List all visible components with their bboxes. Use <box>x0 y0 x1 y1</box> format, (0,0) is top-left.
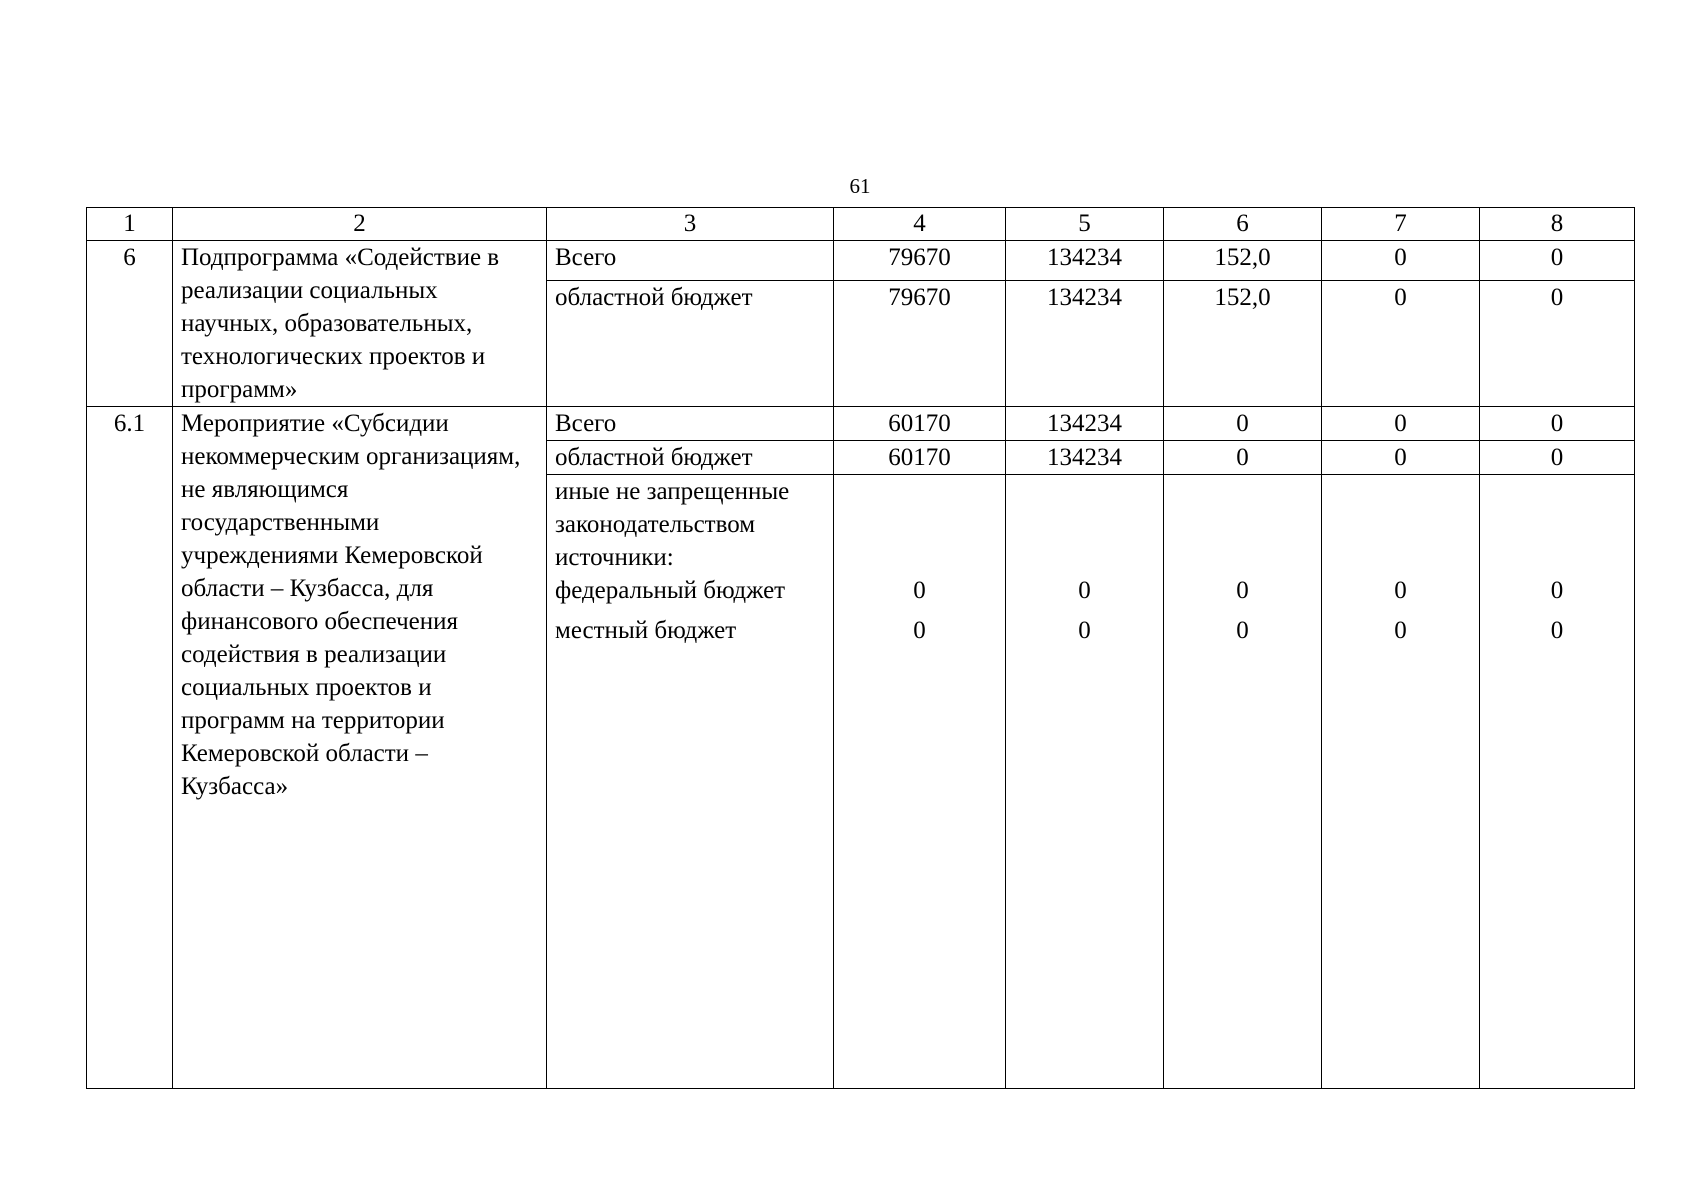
value-col-8: 0 <box>1480 407 1635 441</box>
other-sources-label: иные не запрещенные законодательством источники: <box>555 478 790 571</box>
value-col-7: 0 <box>1322 241 1480 281</box>
header-col-6: 6 <box>1164 208 1322 241</box>
local-value: 0 <box>1550 617 1564 644</box>
value-col-4: 79670 <box>834 281 1006 407</box>
other-sources-col-4 <box>834 475 1006 1089</box>
value-col-5: 134234 <box>1006 241 1164 281</box>
value-col-4: 79670 <box>834 241 1006 281</box>
local-value: 0 <box>1078 617 1091 644</box>
program-title: Подпрограмма «Содействие в реализации социальных научных, образовательных, технологических проектов и программ» <box>173 241 547 407</box>
value-col-8: 0 <box>1480 281 1635 407</box>
value-col-5: 134234 <box>1006 441 1164 475</box>
source-label: Всего <box>547 241 834 281</box>
header-col-3: 3 <box>547 208 834 241</box>
table-row <box>87 241 1635 281</box>
row-number: 6.1 <box>87 407 173 1089</box>
value-col-7: 0 <box>1322 407 1480 441</box>
local-value: 0 <box>1394 617 1407 644</box>
page-number: 61 <box>849 174 871 198</box>
other-sources-cell <box>547 475 834 1089</box>
federal-value: 0 <box>1550 577 1564 604</box>
activity-title: Мероприятие «Субсидии некоммерческим организациям, не являющимся государственными учреждениями Кемеровской области – Кузбасса, для финансового обеспечения содействия в реализации социальных проектов и программ на территории Кемеровской области – Кузбасса» <box>173 407 547 1089</box>
header-col-2: 2 <box>173 208 547 241</box>
other-sources-col-7 <box>1322 475 1480 1089</box>
value-col-6: 0 <box>1164 407 1322 441</box>
value-col-7: 0 <box>1322 281 1480 407</box>
local-budget-label: местный бюджет <box>555 617 737 644</box>
other-sources-col-8 <box>1480 475 1635 1089</box>
other-sources-col-6 <box>1164 475 1322 1089</box>
federal-value: 0 <box>1394 577 1407 604</box>
row-number: 6 <box>87 241 173 407</box>
header-col-7: 7 <box>1322 208 1480 241</box>
header-col-1: 1 <box>87 208 173 241</box>
header-row <box>87 208 1635 241</box>
value-col-4: 60170 <box>834 407 1006 441</box>
value-col-7: 0 <box>1322 441 1480 475</box>
header-col-8: 8 <box>1480 208 1635 241</box>
source-label: областной бюджет <box>547 441 834 475</box>
header-col-5: 5 <box>1006 208 1164 241</box>
value-col-5: 134234 <box>1006 407 1164 441</box>
value-col-5: 134234 <box>1006 281 1164 407</box>
header-col-4: 4 <box>834 208 1006 241</box>
value-col-8: 0 <box>1480 241 1635 281</box>
value-col-6: 152,0 <box>1164 281 1322 407</box>
value-col-4: 60170 <box>834 441 1006 475</box>
source-label: Всего <box>547 407 834 441</box>
local-value: 0 <box>913 617 926 644</box>
local-value: 0 <box>1236 617 1249 644</box>
federal-value: 0 <box>913 577 926 604</box>
table-row <box>87 407 1635 441</box>
value-col-8: 0 <box>1480 441 1635 475</box>
source-label: областной бюджет <box>547 281 834 407</box>
value-col-6: 0 <box>1164 441 1322 475</box>
other-sources-col-5 <box>1006 475 1164 1089</box>
budget-table <box>86 207 1635 1089</box>
value-col-6: 152,0 <box>1164 241 1322 281</box>
federal-value: 0 <box>1078 577 1091 604</box>
federal-value: 0 <box>1236 577 1249 604</box>
federal-budget-label: федеральный бюджет <box>555 577 786 604</box>
